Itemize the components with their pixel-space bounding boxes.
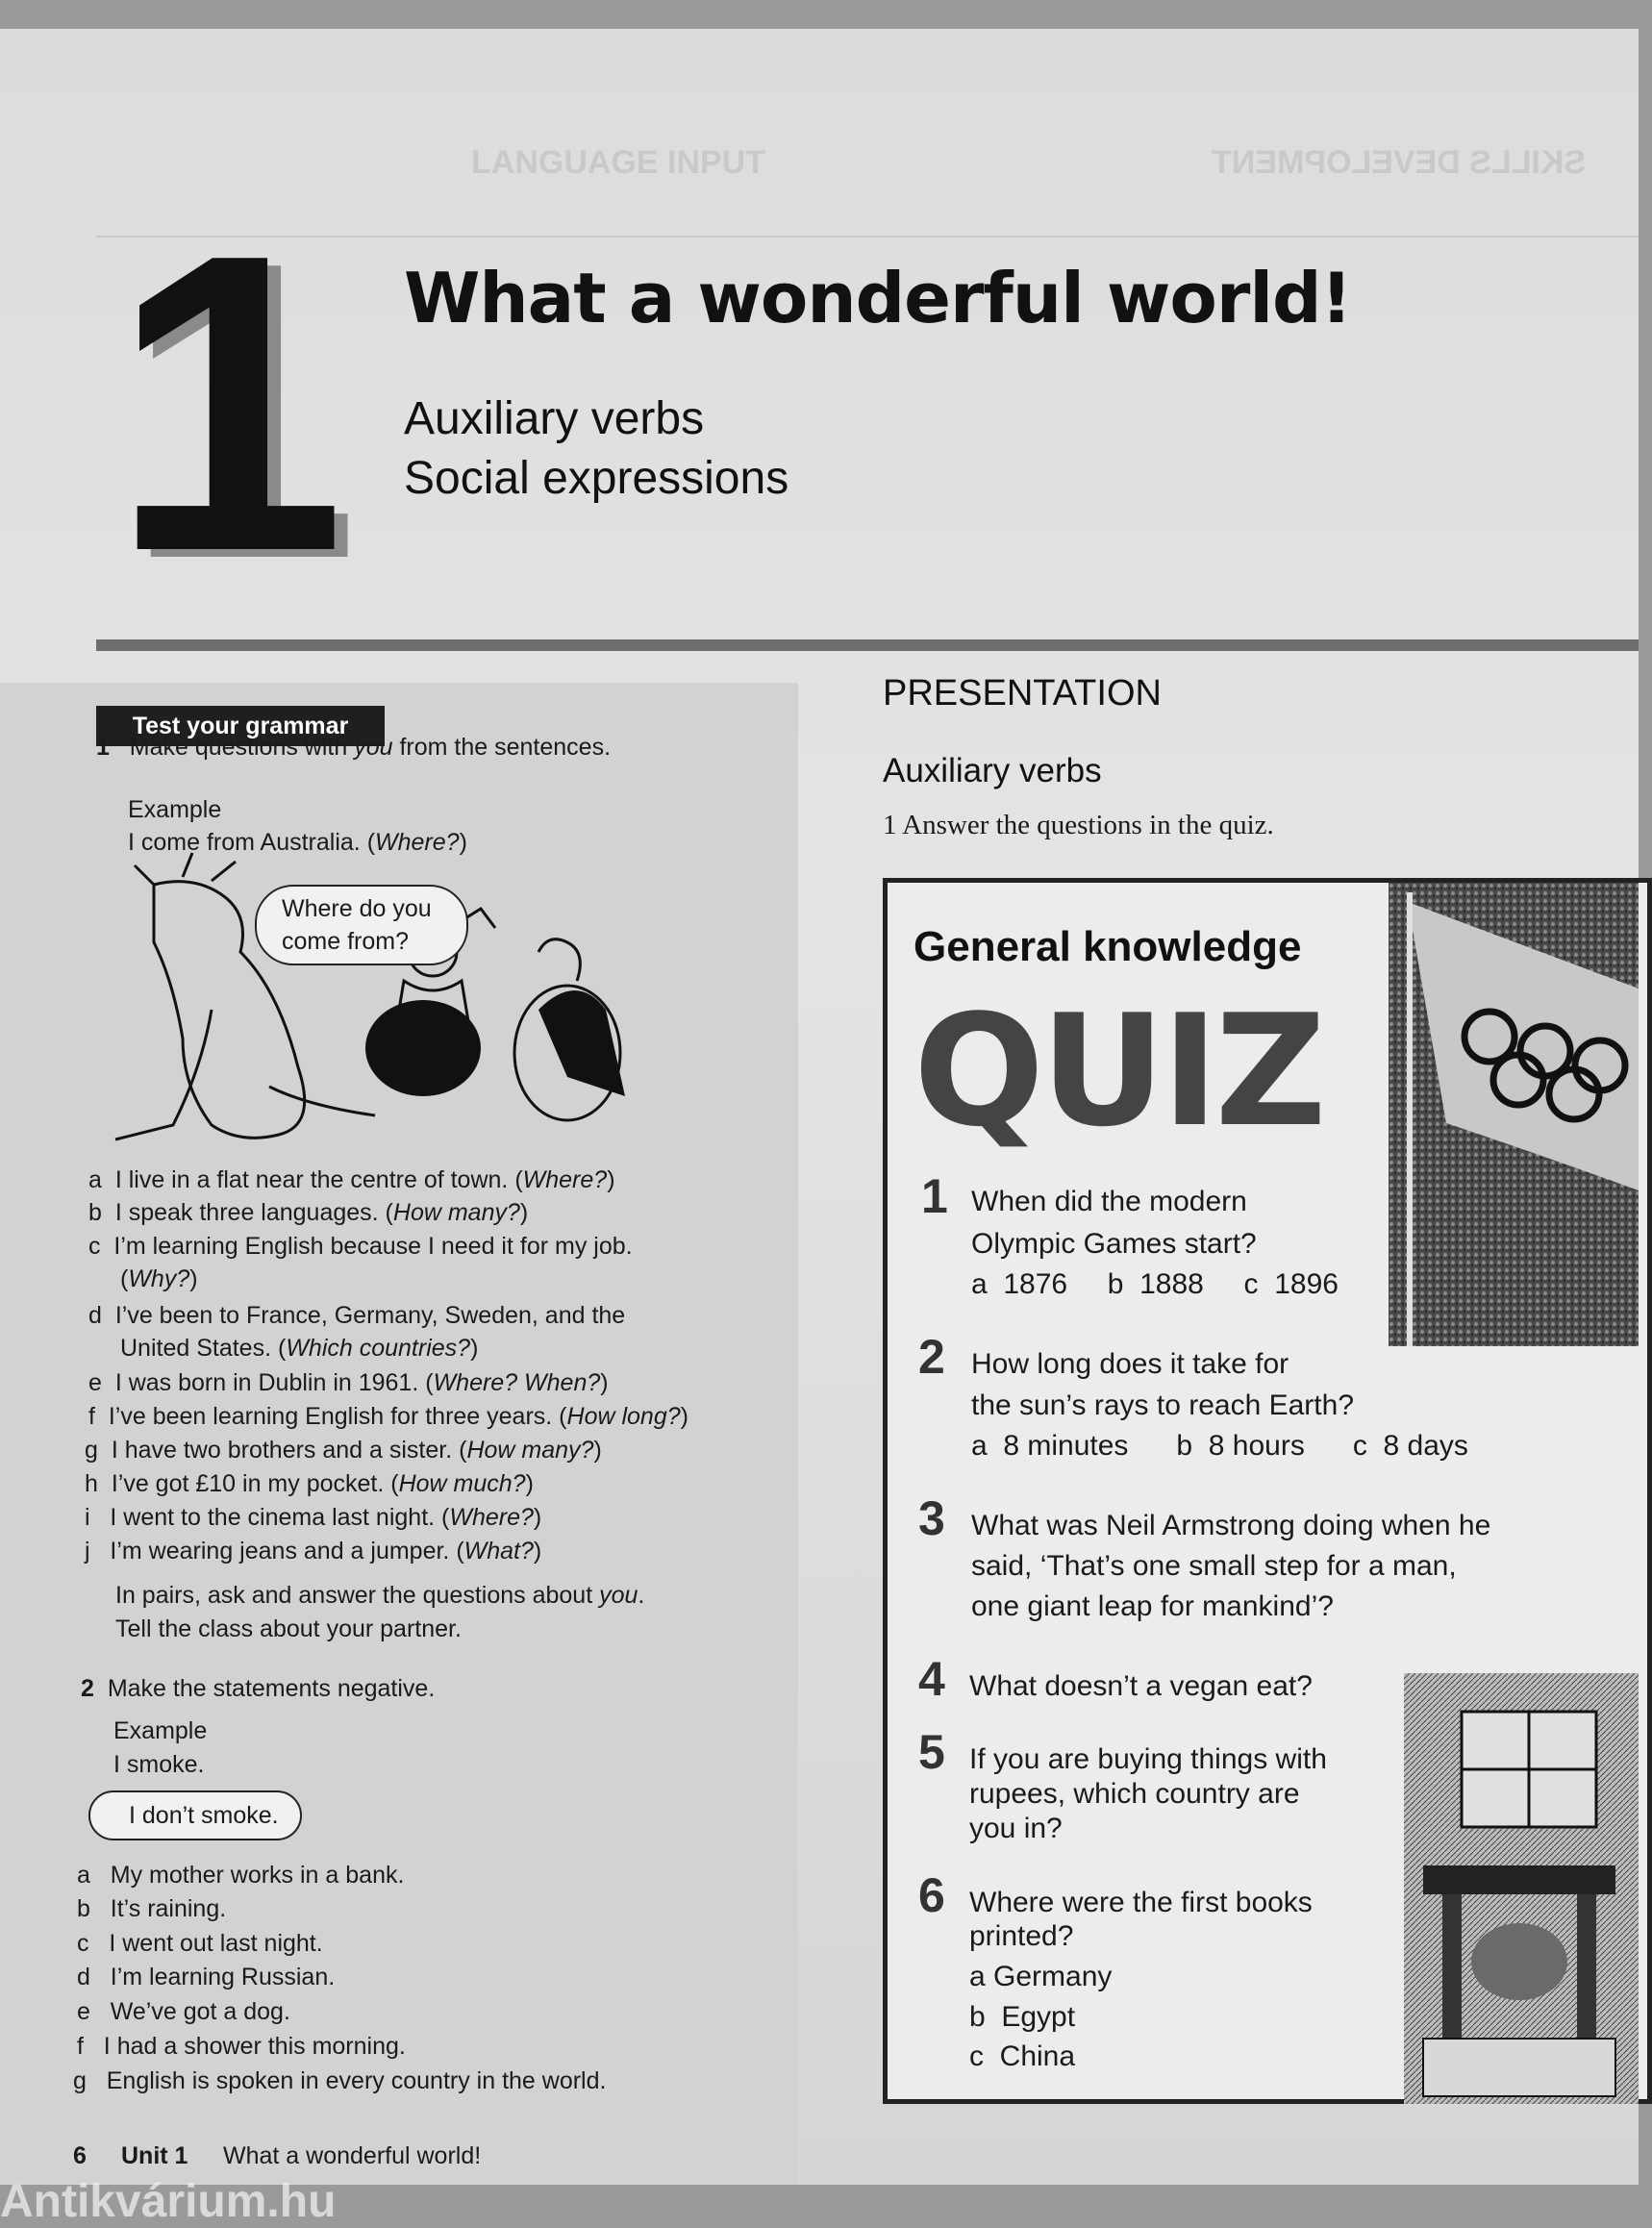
example-prompt: Where? — [375, 829, 460, 856]
list-item-c: c I’m learning English because I need it for my job. — [88, 1233, 633, 1260]
unit-subtitle-2: Social expressions — [404, 453, 789, 504]
list-item-2f: f I had a shower this morning. — [77, 2033, 406, 2060]
example-sentence-2: I smoke. — [113, 1751, 205, 1778]
question-4-line1: What doesn’t a vegan eat? — [969, 1670, 1313, 1702]
unit-subtitle-1: Auxiliary verbs — [404, 393, 705, 444]
question-2-line1: How long does it take for — [971, 1348, 1289, 1380]
olympic-flag-photo — [1389, 883, 1639, 1346]
presentation-instruction: 1 Answer the questions in the quiz. — [883, 810, 1274, 840]
question-1-number: 1 — [921, 1169, 948, 1223]
question-6-option-a: a Germany — [969, 1961, 1113, 1992]
question-6-number: 6 — [918, 1868, 945, 1922]
question-3-number: 3 — [918, 1491, 945, 1545]
question-1-line1: When did the modern — [971, 1186, 1247, 1217]
list-item-2g: g English is spoken in every country in the world. — [73, 2067, 607, 2094]
list-item-2c: c I went out last night. — [77, 1930, 323, 1957]
question-5-line2: rupees, which country are — [969, 1778, 1300, 1810]
presentation-subheading: Auxiliary verbs — [883, 752, 1102, 789]
bubble-line-1: Where do you — [282, 895, 432, 922]
speech-bubble-negative: I don’t smoke. — [88, 1790, 302, 1840]
question-3-line3: one giant leap for mankind’? — [971, 1590, 1334, 1622]
list-item-c-line2: (Why?) — [120, 1265, 198, 1292]
question-4-number: 4 — [918, 1652, 945, 1706]
quiz-title-big: QUIZ — [914, 981, 1323, 1161]
list-item-2a: a My mother works in a bank. — [77, 1862, 405, 1889]
presentation-heading: PRESENTATION — [883, 673, 1162, 713]
bleed-through-heading-left: LANGUAGE INPUT — [471, 144, 765, 181]
list-item-2d: d I’m learning Russian. — [77, 1964, 336, 1990]
unit-number: 1 — [111, 167, 337, 639]
question-6-line1: Where were the first books — [969, 1887, 1313, 1918]
footer-page-number: 6 — [73, 2142, 87, 2169]
header-divider — [96, 639, 1639, 651]
instruction-text: Make questions with — [129, 734, 355, 761]
list-item-h: h I’ve got £10 in my pocket. (How much?) — [85, 1470, 534, 1497]
pairs-instruction: In pairs, ask and answer the questions about you. — [115, 1582, 645, 1609]
test-grammar-tag: Test your grammar — [96, 706, 385, 746]
example-close: ) — [459, 829, 467, 856]
list-item-f: f I’ve been learning English for three years. (How long?) — [88, 1403, 688, 1430]
exercise-1-instruction — [96, 731, 611, 764]
list-item-d-line2: United States. (Which countries?) — [120, 1335, 479, 1362]
list-item-d: d I’ve been to France, Germany, Sweden, and the — [88, 1302, 626, 1329]
instruction-text-end: from the sentences. — [392, 734, 612, 761]
watermark: Antikvárium.hu — [0, 2176, 337, 2227]
speech-bubble-question — [255, 885, 468, 965]
question-6-option-c: c China — [969, 2040, 1076, 2072]
exercise-2-instruction: 2 Make the statements negative. — [81, 1675, 436, 1702]
printing-press-woodcut — [1404, 1673, 1639, 2104]
list-item-2b: b It’s raining. — [77, 1895, 227, 1922]
question-2-options: a 8 minutes b 8 hours c 8 days — [971, 1430, 1468, 1462]
list-item-a: a I live in a flat near the centre of town. (Where?) — [88, 1166, 615, 1193]
question-1-line2: Olympic Games start? — [971, 1228, 1257, 1260]
textbook-page — [0, 29, 1639, 2227]
footer-title: What a wonderful world! — [223, 2142, 482, 2169]
list-item-j: j I’m wearing jeans and a jumper. (What?) — [85, 1538, 542, 1565]
list-item-g: g I have two brothers and a sister. (How many?) — [85, 1437, 602, 1464]
question-6-option-b: b Egypt — [969, 2001, 1076, 2033]
example-label: Example — [128, 796, 222, 823]
page-title: What a wonderful world! — [404, 258, 1352, 338]
question-6-line2: printed? — [969, 1920, 1074, 1952]
question-2-number: 2 — [918, 1330, 945, 1384]
question-5-line1: If you are buying things with — [969, 1743, 1327, 1775]
quiz-title-small: General knowledge — [914, 923, 1302, 970]
bubble-line-2: come from? — [282, 928, 409, 955]
question-2-line2: the sun’s rays to reach Earth? — [971, 1389, 1354, 1421]
example-label-2: Example — [113, 1717, 208, 1744]
list-item-b: b I speak three languages. (How many?) — [88, 1199, 529, 1226]
question-5-line3: you in? — [969, 1813, 1063, 1844]
bleed-through-heading-right: SKILLS DEVELOPMENT — [1212, 144, 1587, 181]
question-5-number: 5 — [918, 1725, 945, 1779]
question-1-options: a 1876 b 1888 c 1896 — [971, 1268, 1339, 1300]
pairs-instruction-line2: Tell the class about your partner. — [115, 1615, 462, 1642]
question-3-line1: What was Neil Armstrong doing when he — [971, 1510, 1491, 1541]
list-item-2e: e We’ve got a dog. — [77, 1998, 290, 2025]
list-item-i: i I went to the cinema last night. (Where?) — [85, 1504, 542, 1531]
list-item-e: e I was born in Dublin in 1961. (Where? When?) — [88, 1369, 609, 1396]
question-3-line2: said, ‘That’s one small step for a man, — [971, 1550, 1457, 1582]
example-text: I come from Australia. ( — [128, 829, 376, 856]
olympic-flag-image — [1389, 883, 1639, 1346]
instruction-emphasis: you — [354, 734, 393, 761]
printing-press-image — [1404, 1673, 1639, 2104]
exercise-number: 1 — [96, 734, 110, 761]
footer-unit: Unit 1 — [121, 2142, 188, 2169]
